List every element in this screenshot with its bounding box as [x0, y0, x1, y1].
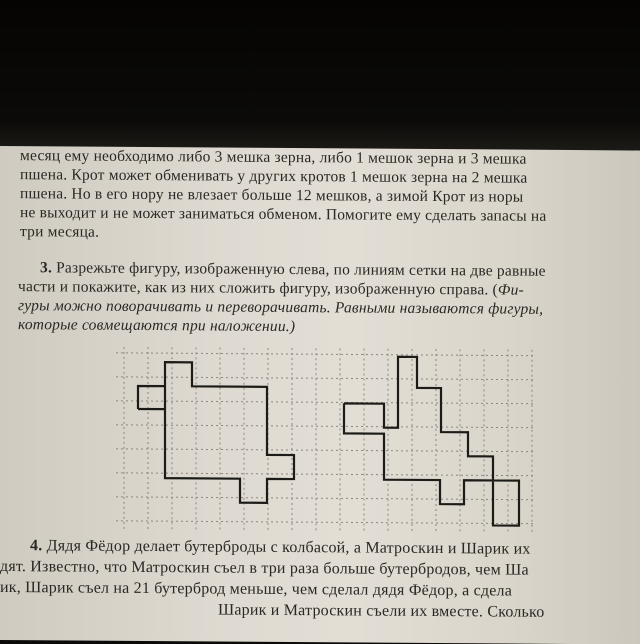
text-line: пшена. Крот может обменивать у других кротов 1 мешок зерна на 2 мешка [20, 166, 528, 187]
text-line: три месяца. [20, 223, 100, 241]
text-italic: Фи- [497, 281, 524, 299]
text-line: Дядя Фёдор делает бутерброды с колбасой, а Матроскин и Шарик их [46, 537, 531, 558]
left-shape-arm [138, 386, 165, 409]
text-line: Шарик и Матроскин съели их вместе. Сколько [218, 601, 545, 621]
grid-figures-svg [116, 347, 536, 540]
text-line: гуры можно поворачивать и переворачивать. Равными называются фигуры, [18, 297, 544, 318]
task-4 [0, 536, 630, 624]
grid-line [116, 473, 534, 476]
right-shape [344, 356, 519, 525]
grid-line [116, 497, 534, 500]
text-line: не выходит и не может заниматься обменом. Помогите ему сделать запасы на [20, 204, 547, 225]
task-number: 4. [30, 537, 43, 555]
grid-figures [116, 347, 536, 540]
grid-line [116, 353, 534, 356]
grid-line [116, 425, 534, 428]
text-line: Разрежьте фигуру, изображенную слева, по линиям сетки на две равные [56, 259, 546, 280]
text-line: дят. Известно, что Матроскин съел в три раза больше бутербродов, чем Ша [0, 558, 529, 579]
text-line: ик, Шарик съел на 21 бутерброд меньше, чем сделал дядя Фёдор, а сдела [0, 579, 513, 600]
task-number: 3. [40, 259, 53, 277]
text-line: месяц ему необходимо либо 3 мешка зерна, либо 1 мешок зерна и 3 мешка [20, 147, 527, 168]
grid-line [116, 449, 534, 452]
text-line: пшена. Но в его нору не влезает больше 12 мешков, а зимой Крот из норы [20, 185, 524, 206]
grid-line [116, 401, 534, 404]
text-line: части и покажите, как из них сложить фигуру, изображенную справа. ( [18, 278, 498, 299]
grid-line [116, 377, 534, 380]
dotted-grid [116, 347, 534, 534]
task-3 [18, 258, 630, 338]
text-line: которые совмещаются при наложении.) [18, 316, 296, 336]
left-shape [138, 362, 294, 503]
grid-line [116, 521, 534, 524]
textbook-page [0, 146, 640, 644]
dark-background [0, 0, 640, 150]
problem-text-top [18, 146, 630, 245]
